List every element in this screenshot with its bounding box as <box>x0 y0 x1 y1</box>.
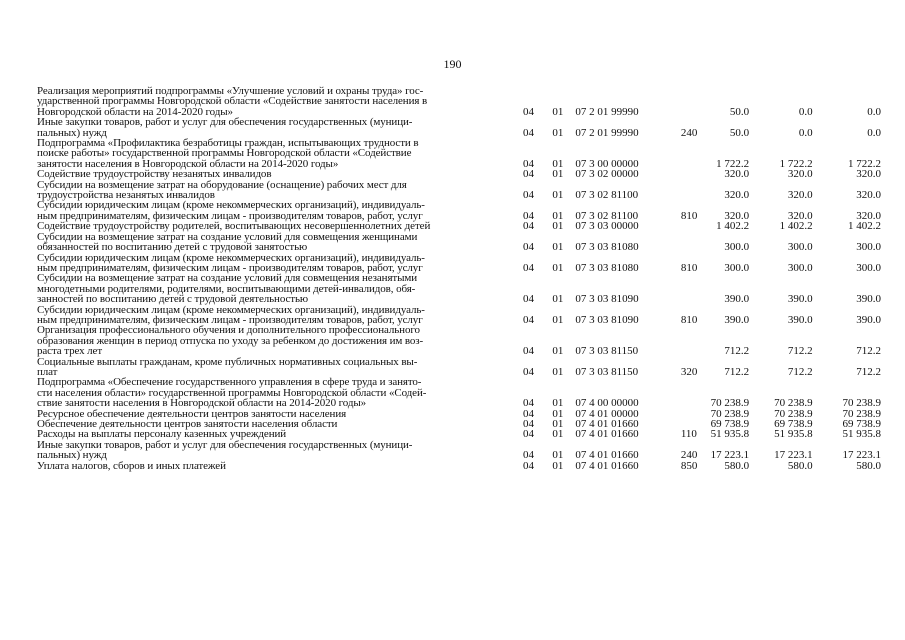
target-article-code: 07 4 01 01660 <box>575 459 639 472</box>
amount-year-1: 70 238.9 <box>710 397 750 410</box>
expense-name: Иные закупки товаров, работ и услуг для обеспечения государственных (муници- пальных) нужд <box>37 438 413 462</box>
target-article-code: 07 2 01 99990 <box>575 126 639 139</box>
amount-year-2: 1 722.2 <box>779 157 813 170</box>
amount-year-3: 580.0 <box>856 459 881 472</box>
amount-year-3: 712.2 <box>856 345 881 358</box>
table-row <box>37 200 881 221</box>
amount-year-3: 69 738.9 <box>842 418 881 430</box>
subsection-code: 01 <box>552 168 564 181</box>
amount-year-3: 0.0 <box>867 105 881 118</box>
table-row <box>37 377 881 408</box>
amount-year-1: 300.0 <box>724 261 750 274</box>
table-row <box>37 325 881 356</box>
section-code: 04 <box>523 397 535 410</box>
section-code: 04 <box>523 157 535 170</box>
page-number: 190 <box>443 57 462 71</box>
target-article-code: 07 3 02 81100 <box>575 209 639 222</box>
target-article-code: 07 4 01 00000 <box>575 407 639 420</box>
amount-year-2: 300.0 <box>787 261 813 274</box>
table-row <box>37 305 881 326</box>
amount-year-1: 320.0 <box>724 209 750 222</box>
table-row <box>37 253 881 274</box>
expense-name: Иные закупки товаров, работ и услуг для обеспечения государственных (муници- пальных) нужд <box>37 116 413 139</box>
amount-year-1: 390.0 <box>724 313 750 326</box>
expense-name: Социальные выплаты гражданам, кроме публичных нормативных социальных вы- плат <box>37 355 418 378</box>
amount-year-3: 70 238.9 <box>842 397 881 410</box>
target-article-code: 07 4 01 01660 <box>575 449 639 462</box>
section-code: 04 <box>523 189 535 202</box>
table-row <box>37 138 881 169</box>
expense-name: Субсидии на возмещение затрат на создание условий для совмещения женщинами обязанностей по воспитанию детей с трудовой занятостью <box>37 230 418 254</box>
section-code: 04 <box>523 449 535 462</box>
expense-type-code: 240 <box>680 126 698 139</box>
amount-year-2: 70 238.9 <box>774 407 813 420</box>
section-code: 04 <box>523 209 535 222</box>
amount-year-1: 69 738.9 <box>710 418 750 430</box>
subsection-code: 01 <box>552 220 564 233</box>
section-code: 04 <box>523 220 535 233</box>
amount-year-3: 1 402.2 <box>848 220 881 233</box>
amount-year-2: 390.0 <box>787 313 813 326</box>
amount-year-2: 1 402.2 <box>779 220 813 233</box>
subsection-code: 01 <box>552 241 564 254</box>
amount-year-3: 70 238.9 <box>842 407 881 420</box>
subsection-code: 01 <box>552 449 564 462</box>
expense-name: Подпрограмма «Обеспечение государственного управления в сфере труда и занято- сти населения области» государственной программы Новгородской области «Содей- ствие занятости населения в Новгородской области на 2014-2020 годы» <box>37 376 427 410</box>
amount-year-2: 69 738.9 <box>774 418 813 430</box>
target-article-code: 07 3 03 00000 <box>575 220 639 233</box>
subsection-code: 01 <box>552 428 564 441</box>
target-article-code: 07 4 01 01660 <box>575 428 639 441</box>
amount-year-3: 300.0 <box>856 261 881 274</box>
target-article-code: 07 3 00 00000 <box>575 157 639 170</box>
table-row <box>37 117 881 138</box>
target-article-code: 07 3 02 00000 <box>575 168 639 181</box>
amount-year-2: 320.0 <box>787 209 813 222</box>
target-article-code: 07 3 03 81150 <box>575 345 639 358</box>
section-code: 04 <box>523 428 535 441</box>
amount-year-1: 17 223.1 <box>710 449 750 462</box>
amount-year-3: 0.0 <box>867 126 881 139</box>
amount-year-3: 300.0 <box>856 241 881 254</box>
amount-year-3: 390.0 <box>856 313 881 326</box>
amount-year-1: 1 722.2 <box>716 157 750 170</box>
amount-year-2: 0.0 <box>798 105 813 118</box>
amount-year-3: 51 935.8 <box>842 428 881 441</box>
subsection-code: 01 <box>552 365 564 378</box>
target-article-code: 07 3 03 81090 <box>575 313 639 326</box>
amount-year-2: 320.0 <box>787 189 813 202</box>
subsection-code: 01 <box>552 293 564 306</box>
amount-year-1: 51 935.8 <box>710 428 750 441</box>
amount-year-2: 51 935.8 <box>774 428 813 441</box>
subsection-code: 01 <box>552 313 564 326</box>
amount-year-3: 320.0 <box>856 168 881 181</box>
section-code: 04 <box>523 418 535 430</box>
amount-year-1: 320.0 <box>724 168 750 181</box>
amount-year-1: 390.0 <box>724 293 750 306</box>
expense-name: Уплата налогов, сборов и иных платежей <box>37 459 226 472</box>
amount-year-2: 70 238.9 <box>774 397 813 410</box>
expense-name: Реализация мероприятий подпрограммы «Улучшение условий и охраны труда» гос- ударственной программы Новгородской области «Содействие занятости населения в Новгородской области на 2014-2020 годы» <box>37 85 428 118</box>
expense-name: Субсидии на возмещение затрат на оборудование (оснащение) рабочих мест для трудоустройства незанятых инвалидов <box>37 178 407 202</box>
section-code: 04 <box>523 126 535 139</box>
amount-year-1: 300.0 <box>724 241 750 254</box>
table-row <box>37 461 881 471</box>
section-code: 04 <box>523 241 535 254</box>
section-code: 04 <box>523 345 535 358</box>
amount-year-2: 17 223.1 <box>774 449 813 462</box>
amount-year-3: 390.0 <box>856 293 881 306</box>
expense-name: Содействие трудоустройству родителей, воспитывающих несовершеннолетних детей <box>37 220 431 233</box>
amount-year-2: 712.2 <box>787 365 813 378</box>
table-row <box>37 86 881 117</box>
table-row <box>37 440 881 461</box>
amount-year-1: 50.0 <box>729 126 750 139</box>
target-article-code: 07 3 02 81100 <box>575 189 639 202</box>
table-row <box>37 273 881 304</box>
amount-year-1: 320.0 <box>724 189 750 202</box>
subsection-code: 01 <box>552 261 564 274</box>
amount-year-2: 320.0 <box>787 168 813 181</box>
expense-name: Субсидии юридическим лицам (кроме некоммерческих организаций), индивидуаль- ным предпринимателям, физическим лицам - производителям товаров, работ, услуг <box>37 251 425 274</box>
amount-year-1: 70 238.9 <box>710 407 750 420</box>
section-code: 04 <box>523 365 535 378</box>
expense-type-code: 110 <box>680 428 697 441</box>
expense-name: Ресурсное обеспечение деятельности центров занятости населения <box>37 407 347 420</box>
amount-year-3: 17 223.1 <box>842 449 881 462</box>
target-article-code: 07 4 01 01660 <box>575 418 639 430</box>
subsection-code: 01 <box>552 157 564 170</box>
subsection-code: 01 <box>552 407 564 420</box>
expense-type-code: 320 <box>680 365 698 378</box>
amount-year-2: 712.2 <box>787 345 813 358</box>
target-article-code: 07 3 03 81090 <box>575 293 639 306</box>
target-article-code: 07 3 03 81080 <box>575 241 639 254</box>
amount-year-2: 580.0 <box>787 459 813 472</box>
section-code: 04 <box>523 407 535 420</box>
amount-year-1: 712.2 <box>724 345 750 358</box>
amount-year-3: 712.2 <box>856 365 881 378</box>
amount-year-1: 50.0 <box>729 105 750 118</box>
expense-name: Субсидии юридическим лицам (кроме некоммерческих организаций), индивидуаль- ным предпринимателям, физическим лицам - производителям товаров, работ, услуг <box>37 199 425 222</box>
expense-name: Организация профессионального обучения и дополнительного профессионального образования женщин в период отпуска по уходу за ребенком до достижения им воз- раста трех лет <box>37 324 424 358</box>
expense-name: Подпрограмма «Профилактика безработицы граждан, испытывающих трудности в поиске работы» государственной программы Новгородской области «Содействие занятости населения в Новгородской области на 2014-2020 годы» <box>37 137 419 170</box>
section-code: 04 <box>523 105 535 118</box>
amount-year-1: 1 402.2 <box>716 220 750 233</box>
expense-name: Субсидии юридическим лицам (кроме некоммерческих организаций), индивидуаль- ным предпринимателям, физическим лицам - производителям товаров, работ, услуг <box>37 303 425 326</box>
expense-type-code: 810 <box>680 261 698 274</box>
section-code: 04 <box>523 261 535 274</box>
subsection-code: 01 <box>552 397 564 410</box>
target-article-code: 07 3 03 81150 <box>575 365 639 378</box>
target-article-code: 07 3 03 81080 <box>575 261 639 274</box>
subsection-code: 01 <box>552 209 564 222</box>
target-article-code: 07 4 00 00000 <box>575 397 639 410</box>
amount-year-1: 712.2 <box>724 365 750 378</box>
section-code: 04 <box>523 293 535 306</box>
amount-year-3: 320.0 <box>856 209 881 222</box>
expense-name: Расходы на выплаты персоналу казенных учреждений <box>37 428 287 441</box>
expense-name: Субсидии на возмещение затрат на создание условий для совмещения незанятыми многодетными родителями, родителями, воспитывающими детей-инвалидов, обя- занностей по воспитанию детей с трудовой деятельностью <box>37 272 418 306</box>
amount-year-1: 580.0 <box>724 459 750 472</box>
table-row <box>37 180 881 201</box>
section-code: 04 <box>523 313 535 326</box>
amount-year-2: 390.0 <box>787 293 813 306</box>
expense-type-code: 810 <box>680 209 698 222</box>
amount-year-3: 320.0 <box>856 189 881 202</box>
subsection-code: 01 <box>552 105 564 118</box>
subsection-code: 01 <box>552 189 564 202</box>
table-row <box>37 232 881 253</box>
amount-year-2: 0.0 <box>798 126 813 139</box>
subsection-code: 01 <box>552 418 564 430</box>
amount-year-3: 1 722.2 <box>848 157 881 170</box>
expense-name: Содействие трудоустройству незанятых инвалидов <box>37 168 272 181</box>
target-article-code: 07 2 01 99990 <box>575 105 639 118</box>
budget-table <box>37 86 881 471</box>
expense-type-code: 810 <box>680 313 698 326</box>
expense-name: Обеспечение деятельности центров занятости населения области <box>37 418 338 430</box>
section-code: 04 <box>523 168 535 181</box>
table-row <box>37 357 881 378</box>
amount-year-2: 300.0 <box>787 241 813 254</box>
section-code: 04 <box>523 459 535 472</box>
subsection-code: 01 <box>552 459 564 472</box>
subsection-code: 01 <box>552 126 564 139</box>
expense-type-code: 240 <box>680 449 698 462</box>
subsection-code: 01 <box>552 345 564 358</box>
expense-type-code: 850 <box>680 459 698 472</box>
